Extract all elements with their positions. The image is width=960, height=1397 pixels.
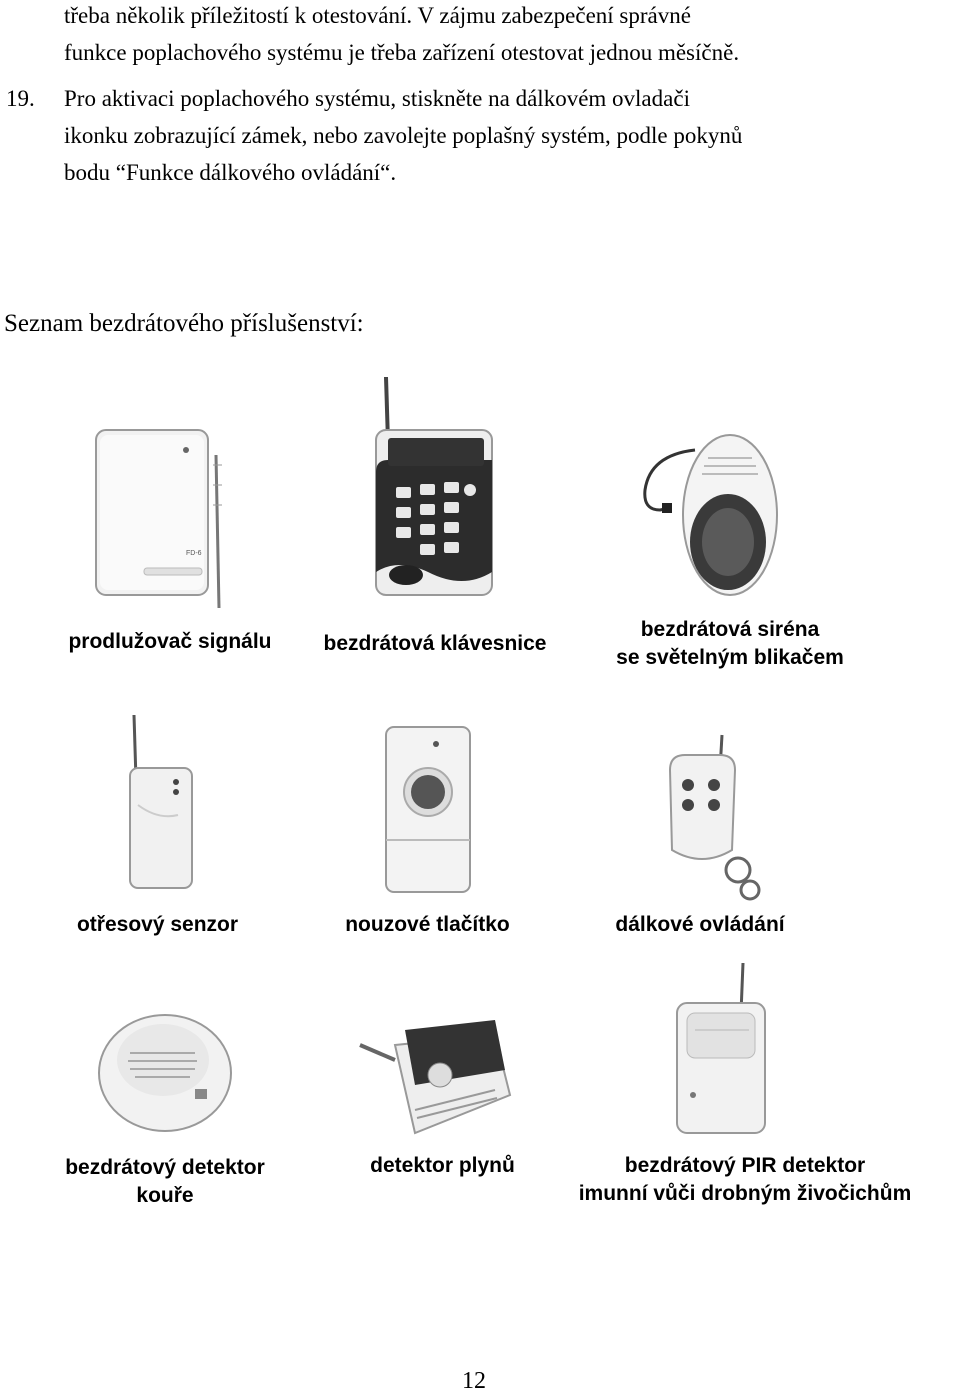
caption-line: bezdrátová siréna (640, 618, 820, 641)
caption-smoke-detector (45, 1154, 285, 1210)
signal-extender-image (88, 425, 238, 615)
caption-line: se světelným blikačem (616, 646, 844, 669)
pir-detector-image (665, 958, 775, 1138)
paragraph-line: třeba několik příležitostí k otestování. V zájmu zabezpečení správné (64, 3, 691, 28)
panic-button-image (378, 722, 478, 897)
caption-remote: dálkové ovládání (615, 913, 785, 936)
item-number: 19. (6, 86, 35, 111)
caption-line: bezdrátový detektor (65, 1156, 265, 1179)
wireless-keypad-image (368, 372, 498, 607)
paragraph-19 (64, 80, 959, 191)
accessories-heading: Seznam bezdrátového příslušenství: (4, 310, 364, 337)
caption-keypad: bezdrátová klávesnice (323, 632, 547, 655)
caption-siren (590, 616, 870, 672)
paragraph-line: Pro aktivaci poplachového systému, stiskněte na dálkovém ovladači (64, 86, 690, 111)
caption-gas-detector: detektor plynů (370, 1154, 515, 1177)
gas-detector-image (355, 1015, 515, 1140)
caption-shock-sensor: otřesový senzor (76, 913, 239, 936)
caption-line: imunní vůči drobným živočichům (578, 1182, 912, 1205)
remote-control-image (650, 730, 780, 910)
paragraph-line: funkce poplachového systému je třeba zařízení otestovat jednou měsíčně. (64, 40, 740, 65)
caption-line: kouře (136, 1184, 194, 1207)
page-number: 12 (462, 1368, 486, 1394)
caption-extender: prodlužovač signálu (68, 630, 272, 653)
caption-pir-detector (555, 1152, 935, 1208)
paragraph-18-continuation (64, 0, 944, 71)
paragraph-line: ikonku zobrazující zámek, nebo zavolejte poplašný systém, podle pokynů (64, 123, 743, 148)
caption-line: bezdrátový PIR detektor (624, 1154, 866, 1177)
siren-strobe-image (640, 430, 780, 600)
smoke-detector-image (95, 1005, 235, 1135)
svg-text:FD-6: FD-6 (186, 550, 202, 557)
shock-sensor-image (118, 710, 208, 895)
caption-panic-button: nouzové tlačítko (345, 913, 510, 936)
paragraph-line: bodu “Funkce dálkového ovládání“. (64, 160, 397, 185)
